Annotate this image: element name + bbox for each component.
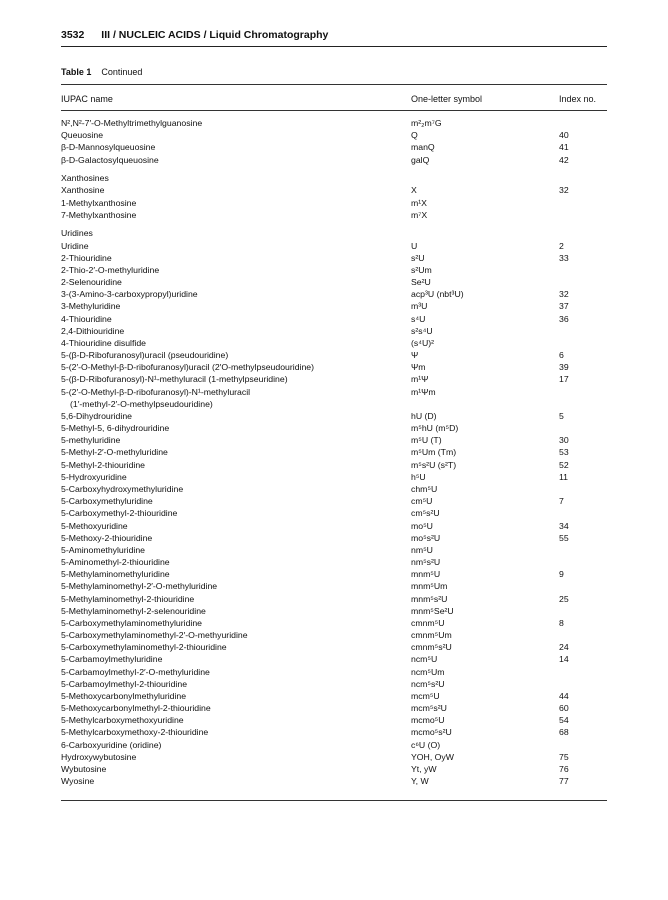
cell-iupac-name: 3-(3-Amino-3-carboxypropyl)uridine <box>61 289 198 300</box>
cell-iupac-name: Wybutosine <box>61 763 107 774</box>
cell-symbol: m³U <box>411 301 428 312</box>
table-row <box>61 141 607 153</box>
table-row <box>61 520 607 532</box>
cell-symbol: mcmo⁵s²U <box>411 727 452 738</box>
cell-index: 8 <box>559 617 564 628</box>
table-body <box>61 117 607 787</box>
cell-symbol: m⁵Um (Tm) <box>411 447 457 458</box>
table-row <box>61 580 607 592</box>
table-row <box>61 422 607 434</box>
cell-symbol: galQ <box>411 154 430 165</box>
table-bottom-rule <box>61 800 607 801</box>
cell-iupac-name: 5-Carboxymethyl-2-thiouridine <box>61 508 178 519</box>
cell-iupac-name: 5-Methylaminomethyluridine <box>61 569 170 580</box>
table-row <box>61 252 607 264</box>
cell-iupac-name: (1′-methyl-2′-O-methylpseudouridine) <box>70 398 213 409</box>
cell-symbol: mo⁵s²U <box>411 532 441 543</box>
group-heading-label: Uridines <box>61 228 93 239</box>
cell-iupac-name: 6-Carboxyuridine (oridine) <box>61 739 162 750</box>
cell-symbol: hU (D) <box>411 410 437 421</box>
cell-symbol: mo⁵U <box>411 520 433 531</box>
table-row <box>61 726 607 738</box>
cell-symbol: nm⁵U <box>411 544 433 555</box>
cell-iupac-name: Wyosine <box>61 776 95 787</box>
table-row <box>61 349 607 361</box>
table-row <box>61 641 607 653</box>
running-title: III / NUCLEIC ACIDS / Liquid Chromatography <box>101 29 329 41</box>
cell-iupac-name: 5,6-Dihydrouridine <box>61 410 132 421</box>
cell-index: 14 <box>559 654 569 665</box>
cell-symbol: X <box>411 185 417 196</box>
cell-symbol: cmnm⁵s²U <box>411 642 452 653</box>
col-header-index: Index no. <box>559 94 597 104</box>
cell-iupac-name: 5-Methoxyuridine <box>61 520 128 531</box>
table-row <box>61 653 607 665</box>
cell-symbol: cm⁵U <box>411 496 433 507</box>
table-label: Table 1 <box>61 67 92 77</box>
cell-symbol: c⁶U (O) <box>411 739 441 750</box>
cell-symbol: mnm⁵s²U <box>411 593 448 604</box>
cell-index: 60 <box>559 703 569 714</box>
table-row <box>61 739 607 751</box>
running-header <box>61 29 328 41</box>
table-row <box>61 410 607 422</box>
cell-symbol: s⁴U <box>411 313 426 324</box>
cell-index: 42 <box>559 154 569 165</box>
cell-iupac-name: 5-Carboxymethylaminomethyl-2′-O-methyuridine <box>61 630 248 641</box>
cell-index: 44 <box>559 690 569 701</box>
cell-index: 25 <box>559 593 569 604</box>
table-row <box>61 483 607 495</box>
cell-iupac-name: 5-Methyl-5, 6-dihydrouridine <box>61 423 170 434</box>
cell-symbol: s²Um <box>411 264 432 275</box>
cell-iupac-name: 5-Carboxymethylaminomethyl-2-thiouridine <box>61 642 227 653</box>
cell-symbol: m¹X <box>411 197 427 208</box>
cell-iupac-name: 5-Methoxy-2-thiouridine <box>61 532 153 543</box>
table-row <box>61 690 607 702</box>
cell-iupac-name: 7-Methylxanthosine <box>61 209 137 220</box>
table-row <box>61 154 607 166</box>
cell-iupac-name: 2-Thio-2′-O-methyluridine <box>61 264 160 275</box>
cell-index: 68 <box>559 727 569 738</box>
cell-iupac-name: Xanthosine <box>61 185 105 196</box>
cell-symbol: cmnm⁵Um <box>411 630 452 641</box>
cell-iupac-name: 5-Carboxymethylaminomethyluridine <box>61 617 202 628</box>
table-row <box>61 398 607 410</box>
cell-iupac-name: 5-Carbamoylmethyluridine <box>61 654 163 665</box>
cell-iupac-name: 5-Methyl-2′-O-methyluridine <box>61 447 168 458</box>
cell-index: 30 <box>559 435 569 446</box>
table-row <box>61 361 607 373</box>
table-row <box>61 117 607 129</box>
cell-iupac-name: 5-Methyl-2-thiouridine <box>61 459 146 470</box>
cell-iupac-name: 5-Carboxyhydroxymethyluridine <box>61 483 184 494</box>
cell-symbol: manQ <box>411 142 435 153</box>
table-row <box>61 629 607 641</box>
table-row <box>61 702 607 714</box>
cell-symbol: ncm⁵s²U <box>411 678 445 689</box>
cell-iupac-name: 5-Carbamoylmethyl-2′-O-methyluridine <box>61 666 210 677</box>
cell-index: 55 <box>559 532 569 543</box>
cell-index: 32 <box>559 185 569 196</box>
table-row <box>61 678 607 690</box>
cell-iupac-name: 3-Methyluridine <box>61 301 121 312</box>
cell-index: 77 <box>559 776 569 787</box>
cell-iupac-name: 5-Methylaminomethyl-2′-O-methyluridine <box>61 581 218 592</box>
cell-iupac-name: 5-Methylaminomethyl-2-selenouridine <box>61 605 206 616</box>
cell-iupac-name: 2-Selenouridine <box>61 277 122 288</box>
cell-iupac-name: 5-Methylcarboxymethoxy-2-thiouridine <box>61 727 209 738</box>
table-top-rule <box>61 84 607 85</box>
cell-index: 6 <box>559 350 564 361</box>
table-row <box>61 775 607 787</box>
cell-index: 76 <box>559 763 569 774</box>
cell-symbol: s²s⁴U <box>411 325 433 336</box>
cell-index: 11 <box>559 471 569 482</box>
cell-symbol: Se²U <box>411 277 431 288</box>
cell-symbol: ncm⁵U <box>411 654 438 665</box>
cell-iupac-name: N²,N²-7′-O-Methyltrimethylguanosine <box>61 118 203 128</box>
table-row <box>61 313 607 325</box>
cell-iupac-name: 5-(2′-O-Methyl-β-D-ribofuranosyl)uracil (2′O-methylpseudouridine) <box>61 362 315 373</box>
cell-symbol: Y, W <box>411 776 429 787</box>
cell-index: 17 <box>559 374 569 385</box>
cell-symbol: U <box>411 240 418 251</box>
table-row <box>61 288 607 300</box>
page-number: 3532 <box>61 29 85 41</box>
cell-symbol: h⁵U <box>411 471 426 482</box>
table-row <box>61 373 607 385</box>
cell-index: 53 <box>559 447 569 458</box>
table-row <box>61 556 607 568</box>
cell-symbol: chm⁵U <box>411 483 438 494</box>
table-row <box>61 240 607 252</box>
cell-iupac-name: 5-Methoxycarbonylmethyluridine <box>61 690 187 701</box>
cell-symbol: mnm⁵Um <box>411 581 448 592</box>
cell-iupac-name: 2-Thiouridine <box>61 252 112 263</box>
table-caption-text: Continued <box>101 67 143 77</box>
col-header-symbol: One-letter symbol <box>411 94 483 104</box>
table-row <box>61 129 607 141</box>
cell-symbol: mcmo⁵U <box>411 715 445 726</box>
cell-index: 75 <box>559 751 569 762</box>
cell-symbol: Q <box>411 130 418 141</box>
table-row <box>61 751 607 763</box>
table-row <box>61 337 607 349</box>
table-row <box>61 264 607 276</box>
table-row <box>61 197 607 209</box>
cell-symbol: s²U <box>411 252 425 263</box>
table-row <box>61 386 607 398</box>
table-row <box>61 276 607 288</box>
table-row <box>61 209 607 221</box>
cell-symbol: cmnm⁵U <box>411 617 445 628</box>
cell-symbol: ncm⁵Um <box>411 666 445 677</box>
cell-iupac-name: 4-Thiouridine <box>61 313 112 324</box>
cell-symbol: m²₂m⁷G <box>411 118 442 128</box>
group-heading <box>61 227 607 239</box>
cell-symbol: YOH, OyW <box>411 751 454 762</box>
cell-symbol: mcm⁵U <box>411 690 440 701</box>
cell-symbol: (s⁴U)² <box>411 337 435 348</box>
cell-iupac-name: 5-Carboxymethyluridine <box>61 496 153 507</box>
cell-symbol: nm⁵s²U <box>411 557 441 568</box>
cell-symbol: Ψ <box>411 350 419 361</box>
table-row <box>61 593 607 605</box>
cell-symbol: mcm⁵s²U <box>411 703 447 714</box>
cell-index: 7 <box>559 496 564 507</box>
table-row <box>61 495 607 507</box>
cell-iupac-name: β-D-Galactosylqueuosine <box>61 154 159 165</box>
table-row <box>61 325 607 337</box>
cell-iupac-name: β-D-Mannosylqueuosine <box>61 142 156 153</box>
table-caption <box>61 67 142 77</box>
group-heading <box>61 172 607 184</box>
cell-index: 24 <box>559 642 569 653</box>
table-row <box>61 532 607 544</box>
cell-symbol: m⁵U (T) <box>411 435 442 446</box>
cell-symbol: m¹Ψm <box>411 386 436 397</box>
table-row <box>61 471 607 483</box>
table-row <box>61 617 607 629</box>
cell-iupac-name: 5-Methylcarboxymethoxyuridine <box>61 715 184 726</box>
col-header-name: IUPAC name <box>61 94 113 104</box>
table-row <box>61 666 607 678</box>
cell-index: 54 <box>559 715 569 726</box>
table-row <box>61 184 607 196</box>
cell-index: 37 <box>559 301 569 312</box>
cell-index: 39 <box>559 362 569 373</box>
cell-symbol: Ψm <box>411 362 426 373</box>
cell-symbol: mnm⁵Se²U <box>411 605 454 616</box>
table-row <box>61 544 607 556</box>
cell-index: 36 <box>559 313 569 324</box>
table-row <box>61 714 607 726</box>
cell-symbol: m⁷X <box>411 209 428 220</box>
cell-index: 9 <box>559 569 564 580</box>
cell-iupac-name: 5-(β-D-Ribofuranosyl)uracil (pseudouridine) <box>61 350 229 361</box>
header-bottom-rule <box>61 110 607 111</box>
cell-index: 33 <box>559 252 569 263</box>
cell-symbol: m¹Ψ <box>411 374 429 385</box>
cell-index: 41 <box>559 142 569 153</box>
cell-index: 52 <box>559 459 569 470</box>
table-row <box>61 763 607 775</box>
table-row <box>61 459 607 471</box>
header-rule <box>61 46 607 47</box>
cell-iupac-name: 5-(2′-O-Methyl-β-D-ribofuranosyl)-N¹-methyluracil <box>61 386 251 397</box>
cell-index: 32 <box>559 289 569 300</box>
cell-index: 34 <box>559 520 569 531</box>
table-row <box>61 446 607 458</box>
cell-iupac-name: Queuosine <box>61 130 104 141</box>
cell-symbol: cm⁵s²U <box>411 508 440 519</box>
cell-iupac-name: 5-Aminomethyl-2-thiouridine <box>61 557 170 568</box>
table-row <box>61 300 607 312</box>
table-row <box>61 605 607 617</box>
cell-symbol: Yt, yW <box>411 763 437 774</box>
table-row <box>61 568 607 580</box>
cell-iupac-name: 1-Methylxanthosine <box>61 197 137 208</box>
cell-index: 40 <box>559 130 569 141</box>
cell-symbol: mnm⁵U <box>411 569 441 580</box>
cell-iupac-name: 5-Methoxycarbonylmethyl-2-thiouridine <box>61 703 211 714</box>
cell-index: 2 <box>559 240 564 251</box>
cell-iupac-name: 5-Carbamoylmethyl-2-thiouridine <box>61 678 188 689</box>
table-row <box>61 507 607 519</box>
cell-symbol: m⁵s²U (s²T) <box>411 459 457 470</box>
cell-iupac-name: 5-methyluridine <box>61 435 121 446</box>
cell-iupac-name: Uridine <box>61 240 89 251</box>
table-row <box>61 434 607 446</box>
cell-index: 5 <box>559 410 564 421</box>
cell-iupac-name: Hydroxywybutosine <box>61 751 137 762</box>
cell-iupac-name: 4-Thiouridine disulfide <box>61 337 146 348</box>
cell-iupac-name: 2,4-Dithiouridine <box>61 325 125 336</box>
cell-iupac-name: 5-(β-D-Ribofuranosyl)-N¹-methyluracil (1-methylpseuridine) <box>61 374 288 385</box>
cell-iupac-name: 5-Methylaminomethyl-2-thiouridine <box>61 593 195 604</box>
group-heading-label: Xanthosines <box>61 173 109 184</box>
cell-symbol: m⁵hU (m⁵D) <box>411 423 459 434</box>
cell-symbol: acp³U (nbt³U) <box>411 289 464 300</box>
cell-iupac-name: 5-Hydroxyuridine <box>61 471 127 482</box>
cell-iupac-name: 5-Aminomethyluridine <box>61 544 146 555</box>
